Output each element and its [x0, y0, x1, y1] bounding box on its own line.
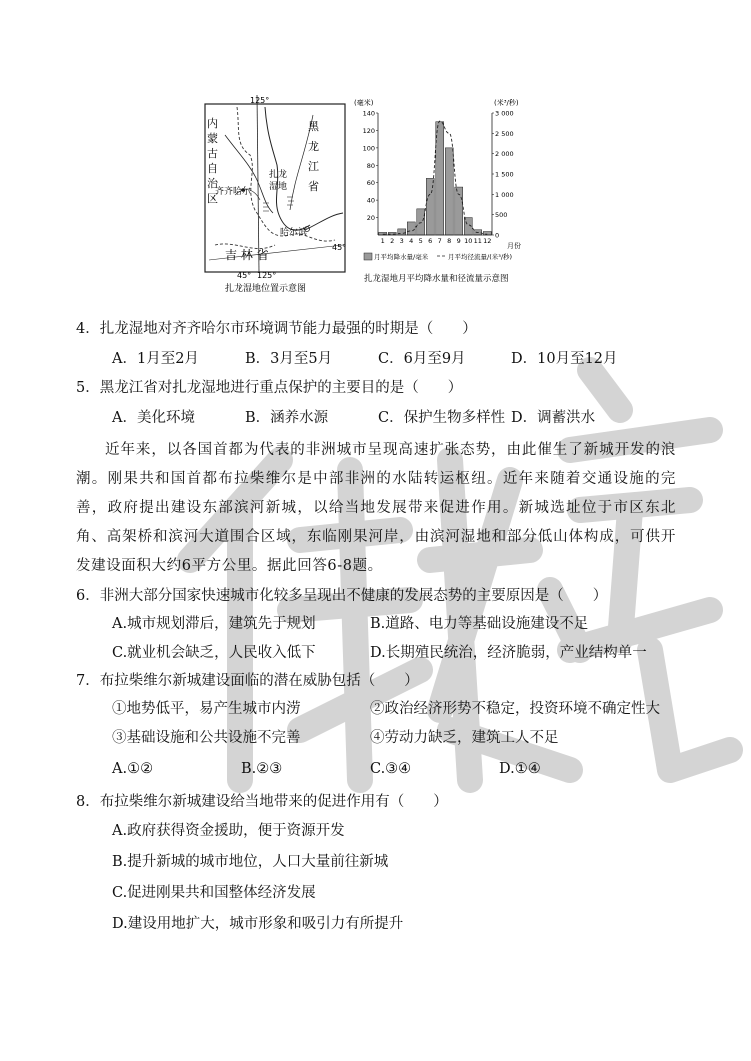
- bar-month-6: [426, 178, 434, 235]
- svg-text:扎龙: 扎龙: [269, 170, 288, 180]
- xtick-label: 11: [473, 237, 482, 245]
- ytick-left-label: 140: [362, 109, 375, 118]
- q7-option-a[interactable]: A.①②: [112, 761, 154, 777]
- xtick-label: 10: [464, 237, 473, 245]
- q8-option-a[interactable]: A.政府获得资金援助，便于资源开发: [112, 823, 345, 839]
- q6-option-a[interactable]: A.城市规划滞后，建筑先于规划: [112, 616, 316, 632]
- q7-item-2: ②政治经济形势不稳定，投资环境不确定性大: [370, 701, 660, 717]
- svg-text:内: 内: [207, 117, 218, 130]
- ylabel-right: (米³/秒): [494, 99, 519, 107]
- ytick-right-label: 3 000: [495, 109, 514, 118]
- svg-text:龙: 龙: [308, 140, 319, 153]
- q7-items-row2: [76, 724, 676, 753]
- svg-text:黑: 黑: [308, 120, 319, 133]
- q4-option-b[interactable]: B．3月至5月: [245, 351, 333, 367]
- q5-option-d[interactable]: D．调蓄洪水: [511, 410, 596, 426]
- legend-swatch-bar: [364, 253, 372, 260]
- label-jilin: 吉 林 省: [225, 248, 269, 262]
- q7-stem: 7．布拉柴维尔新城建设面临的潜在威胁包括（ ）: [76, 673, 419, 689]
- label-lat45-right: 45°: [332, 243, 347, 252]
- xtick-label: 12: [483, 237, 492, 245]
- q7-option-c[interactable]: C.③④: [370, 761, 412, 777]
- q7-item-3: ③基础设施和公共设施不完善: [112, 730, 301, 746]
- q7-items-row1: [76, 695, 676, 724]
- runoff-line: [383, 121, 488, 234]
- label-harbin: 哈尔滨: [280, 228, 308, 238]
- q5-option-b[interactable]: B．涵养水源: [245, 410, 329, 426]
- ytick-left-label: 120: [362, 126, 375, 135]
- ytick-left-label: 80: [366, 161, 375, 170]
- q5-options: [76, 402, 676, 434]
- q7-option-d[interactable]: D.①④: [499, 761, 541, 777]
- svg-text:江: 江: [308, 160, 319, 173]
- label-lat45-left: 45°: [237, 271, 252, 280]
- q8-stem: 8．布拉柴维尔新城建设给当地带来的促进作用有（ ）: [76, 794, 448, 810]
- q5-option-a[interactable]: A．美化环境: [112, 410, 195, 426]
- ylabel-left: (毫米): [354, 99, 374, 107]
- q7-options: [76, 753, 676, 785]
- q8-option-d[interactable]: D.建设用地扩大，城市形象和吸引力有所提升: [112, 916, 404, 932]
- xlabel: 月份: [507, 242, 521, 250]
- svg-text:古: 古: [207, 147, 218, 160]
- q8-option-b[interactable]: B.提升新城的城市地位，人口大量前往新城: [112, 854, 389, 870]
- q4-stem: 4．扎龙湿地对齐齐哈尔市环境调节能力最强的时期是（ ）: [76, 321, 477, 337]
- xtick-label: 5: [418, 237, 423, 245]
- svg-text:蒙: 蒙: [207, 132, 218, 145]
- bar-month-3: [398, 229, 406, 235]
- q6-option-c[interactable]: C.就业机会缺乏，人民收入低下: [112, 645, 316, 661]
- q7-item-4: ④劳动力缺乏，建筑工人不足: [370, 730, 559, 746]
- xtick-label: 9: [456, 237, 461, 245]
- ytick-left-label: 40: [366, 196, 375, 205]
- label-lon125-bottom: 125°: [257, 271, 277, 280]
- xtick-label: 4: [409, 237, 414, 245]
- q4-option-d[interactable]: D．10月至12月: [511, 351, 618, 367]
- q6-stem: 6．非洲大部分国家快速城市化较多呈现出不健康的发展态势的主要原因是（ ）: [76, 588, 608, 604]
- svg-text:区: 区: [207, 192, 218, 205]
- label-qiqihar: 齐齐哈尔: [215, 187, 252, 197]
- bar-month-8: [445, 148, 453, 235]
- q7-option-b[interactable]: B.②③: [241, 761, 283, 777]
- ytick-right-label: 2 000: [495, 150, 514, 159]
- bar-month-5: [417, 209, 425, 235]
- bar-month-7: [436, 122, 444, 235]
- q6-options-row1: [76, 610, 676, 639]
- svg-text:湿地: 湿地: [269, 182, 288, 192]
- q7-item-1: ①地势低平，易产生城市内涝: [112, 701, 301, 717]
- xtick-label: 3: [399, 237, 404, 245]
- q6-option-d[interactable]: D.长期殖民统治，经济脆弱，产业结构单一: [370, 645, 647, 661]
- label-lon125-top: 125°: [250, 96, 270, 105]
- xtick-label: 2: [390, 237, 395, 245]
- q6-option-b[interactable]: B.道路、电力等基础设施建设不足: [370, 616, 589, 632]
- xtick-label: 6: [428, 237, 433, 245]
- q5-option-c[interactable]: C．保护生物多样性: [378, 410, 506, 426]
- location-map: [195, 95, 347, 295]
- ytick-left-label: 100: [362, 144, 375, 153]
- bar-month-4: [407, 222, 415, 235]
- q5-stem: 5．黑龙江省对扎龙湿地进行重点保护的主要目的是（ ）: [76, 380, 463, 396]
- xtick-label: 7: [437, 237, 442, 245]
- ytick-right-label: 1 500: [495, 170, 514, 179]
- ytick-left-label: 60: [366, 179, 375, 188]
- map-title: 扎龙湿地位置示意图: [225, 284, 307, 294]
- ytick-left-label: 20: [366, 214, 375, 223]
- svg-text:省: 省: [308, 180, 319, 193]
- q4-options: [76, 343, 676, 375]
- precipitation-runoff-chart: [352, 95, 535, 295]
- q4-option-c[interactable]: C．6月至9月: [378, 351, 466, 367]
- xtick-label: 1: [380, 237, 385, 245]
- svg-text:治: 治: [207, 177, 218, 190]
- figures: [195, 95, 535, 295]
- reading-passage: 近年来，以各国首都为代表的非洲城市呈现高速扩张态势，由此催生了新城开发的浪潮。刚果共和国首都布拉柴维尔是中部非洲的水陆转运枢纽。近年来随着交通设施的完善，政府提出建设东部滨河新城，以给当地发展带来促进作用。新城选址位于市区东北角、高架桥和滨河大道围合区域，东临刚果河岸，由滨河湿地和部分低山体构成，可供开发建设面积大约6平方公里。据此回答6-8题。: [76, 442, 676, 574]
- legend-line: 月平均径流量/(米³/秒): [448, 253, 513, 261]
- q4-option-a[interactable]: A．1月至2月: [112, 351, 199, 367]
- legend-bar: 月平均降水量/毫米: [374, 253, 429, 261]
- ytick-right-label: 2 500: [495, 129, 514, 138]
- xtick-label: 8: [447, 237, 452, 245]
- chart-title: 扎龙湿地月平均降水量和径流量示意图: [364, 274, 509, 284]
- q8-option-c[interactable]: C.促进刚果共和国整体经济发展: [112, 885, 316, 901]
- q6-options-row2: [76, 639, 676, 668]
- ytick-right-label: 0: [495, 231, 500, 240]
- ytick-right-label: 500: [495, 211, 508, 220]
- ytick-right-label: 1 000: [495, 190, 514, 199]
- svg-text:自: 自: [207, 162, 218, 175]
- questions: [76, 316, 676, 940]
